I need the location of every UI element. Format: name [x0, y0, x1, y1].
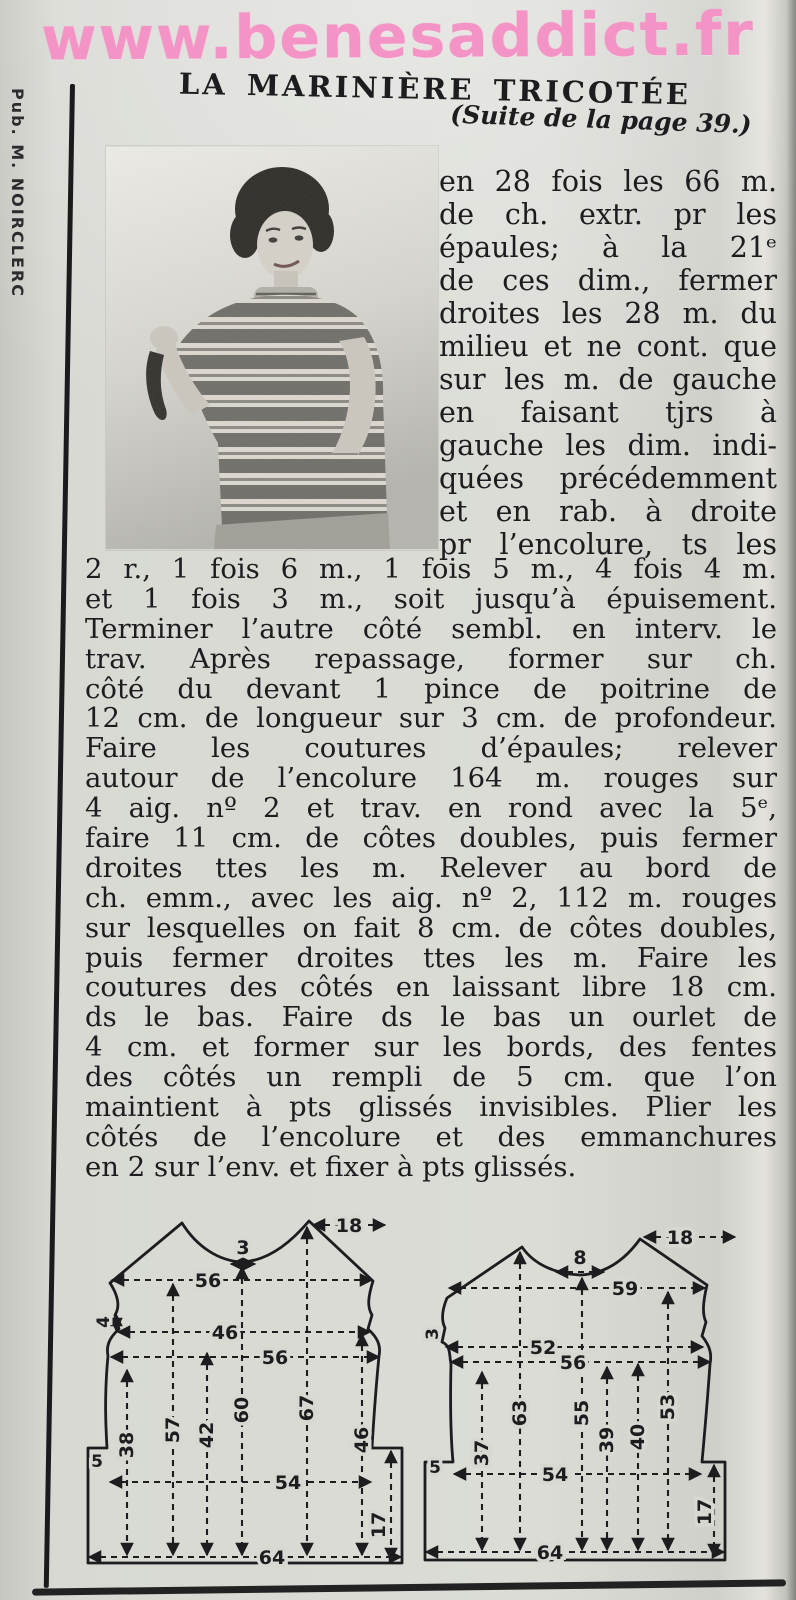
dim-height: 40	[627, 1423, 649, 1451]
page-edge-shadow	[786, 0, 796, 1600]
text-line: pr l’encolure, ts les	[439, 528, 777, 561]
text-line: sur lesquelles on fait 8 cm. de côtes doubles,	[85, 911, 777, 944]
text-line: trav. Après repassage, former sur ch.	[85, 642, 777, 675]
dim-height: 67	[296, 1394, 318, 1422]
text-line: droites ttes les m. Relever au bord de	[85, 851, 777, 884]
text-line: et 1 fois 3 m., soit jusqu’à épuisement.	[85, 582, 777, 615]
text-line: 2 r., 1 fois 6 m., 1 fois 5 m., 4 fois 4 m.	[85, 553, 777, 585]
publisher-credit: Pub. M. NOIRCLERC	[8, 88, 27, 298]
column-rule	[44, 84, 75, 1588]
dim-notch: 4	[94, 1316, 114, 1328]
text-line: et en rab. à droite	[439, 495, 777, 528]
text-line: gauche les dim. indi-	[439, 429, 777, 462]
dim-hem: 64	[536, 1542, 564, 1564]
text-line: en 28 fois les 66 m.	[439, 165, 777, 198]
dim-height: 38	[116, 1431, 138, 1459]
text-line: en faisant tjrs à	[439, 396, 777, 429]
dim-chest: 56	[559, 1352, 587, 1374]
dim-notch: 3	[423, 1328, 443, 1340]
article-subtitle: (Suite de la page 39.)	[449, 99, 753, 140]
text-column-narrow	[439, 165, 777, 561]
text-line: en 2 sur l’env. et fixer à pts glissés.	[85, 1150, 577, 1183]
dim-hem: 64	[258, 1547, 286, 1569]
pattern-diagram-left	[85, 1205, 405, 1580]
text-line: autour de l’encolure 164 m. rouges sur	[85, 762, 777, 795]
text-line: de ces dim., fermer	[439, 264, 777, 297]
text-line: Faire les coutures d’épaules; relever	[85, 732, 777, 765]
dim-height: 53	[657, 1393, 679, 1421]
text-line: ch. emm., avec les aig. nº 2, 112 m. rouges	[85, 881, 777, 914]
dim-height: 37	[471, 1439, 493, 1467]
dim-underarm: 46	[211, 1322, 239, 1344]
text-line: sur les m. de gauche	[439, 363, 777, 396]
halftone-grain	[106, 147, 438, 549]
dim-top: 18	[335, 1215, 363, 1237]
text-line: épaules; à la 21ᵉ	[439, 231, 777, 264]
text-line: de ch. extr. pr les	[439, 198, 777, 231]
dim-band: 17	[694, 1498, 716, 1526]
text-line: 4 cm. et former sur les bords, des fentes	[85, 1031, 777, 1064]
dim-hip: 54	[274, 1472, 302, 1494]
text-line: milieu et ne cont. que	[439, 330, 777, 363]
dim-chest: 56	[261, 1347, 289, 1369]
model-photo	[106, 146, 438, 550]
text-line: quées précédemment	[439, 462, 777, 495]
dim-height: 55	[571, 1399, 593, 1427]
text-line: puis fermer droites ttes les m. Faire les	[85, 941, 777, 974]
watermark-url: www.benesaddict.fr	[40, 0, 756, 75]
dim-underarm: 52	[529, 1337, 557, 1359]
text-line: côtés de l’encolure et des emmanchures	[85, 1120, 777, 1153]
dim-neck: 3	[236, 1237, 250, 1259]
text-line: coutures des côtés en laissant libre 18 cm.	[85, 971, 777, 1004]
dim-height: 60	[231, 1396, 253, 1424]
text-line: ds le bas. Faire ds le bas un ourlet de	[85, 1001, 777, 1034]
text-line: côté du devant 1 pince de poitrine de	[85, 672, 777, 705]
text-line: 12 cm. de longueur sur 3 cm. de profondeur.	[85, 702, 777, 735]
bottom-rule	[32, 1579, 786, 1595]
text-line: faire 11 cm. de côtes doubles, puis fermer	[85, 822, 777, 855]
pattern-diagram-right	[420, 1222, 790, 1587]
dim-hip: 54	[541, 1464, 569, 1486]
dim-height: 42	[196, 1421, 218, 1449]
dim-shoulders: 59	[611, 1278, 639, 1300]
dim-band: 17	[368, 1511, 390, 1539]
dim-step: 5	[91, 1452, 103, 1472]
text-line: droites les 28 m. du	[439, 297, 777, 330]
dim-shoulders: 56	[194, 1270, 222, 1292]
text-line: maintient à pts glissés invisibles. Plier les	[85, 1091, 777, 1124]
garment-outline	[88, 1221, 402, 1563]
dim-step: 5	[429, 1458, 441, 1478]
dim-neck: 8	[573, 1247, 587, 1269]
text-line: des côtés un rempli de 5 cm. que l’on	[85, 1061, 777, 1094]
text-column-wide	[85, 555, 777, 1183]
text-line: Terminer l’autre côté sembl. en interv. le	[85, 612, 777, 645]
dim-height: 46	[351, 1426, 373, 1454]
dim-top: 18	[666, 1227, 694, 1249]
text-line: 4 aig. nº 2 et trav. en rond avec la 5ᵉ,	[85, 792, 777, 825]
dim-height: 39	[596, 1426, 618, 1454]
dim-height: 57	[162, 1416, 184, 1444]
article-title: LA MARINIÈRE TRICOTÉE	[178, 66, 692, 112]
dim-height: 63	[509, 1399, 531, 1427]
